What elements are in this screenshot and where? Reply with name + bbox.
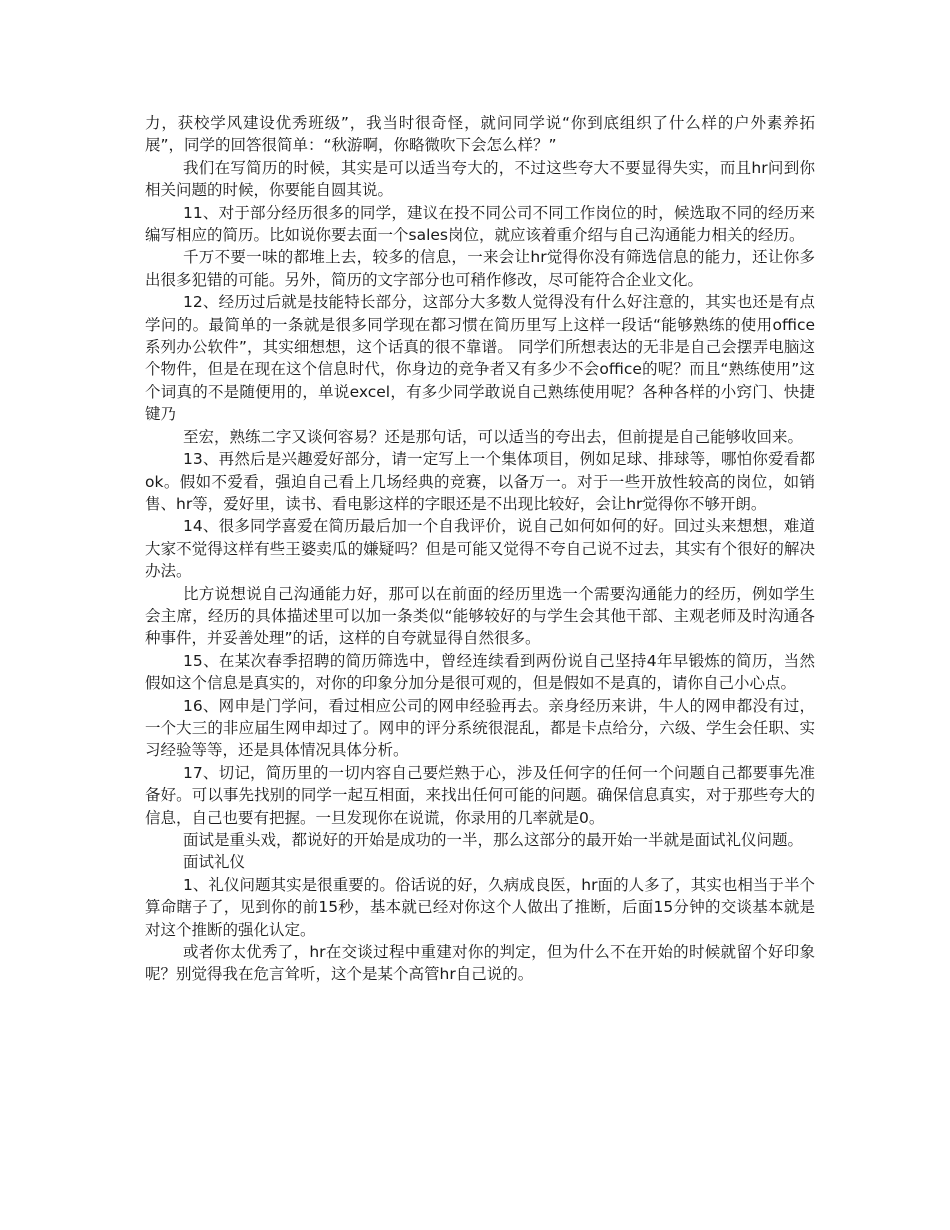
paragraph-etiquette-1: 1、礼仪问题其实是很重要的。俗话说的好，久病成良医，hr面的人多了，其实也相当于半个算命瞎子了，见到你的前15秒，基本就已经对你这个人做出了推断，后面15分钟的交谈基本就是对这个推断的强化认定。 <box>145 875 815 939</box>
paragraph-interview-intro: 面试是重头戏，都说好的开始是成功的一半，那么这部分的最开始一半就是面试礼仪问题。 <box>183 831 804 849</box>
paragraph-tip-17: 17、切记，简历里的一切内容自己要烂熟于心，涉及任何字的任何一个问题自己都要事先准备好。可以事先找别的同学一起互相面，来找出任何可能的问题。确保信息真实，对于那些夸大的信息，自己也要有把握。一旦发现你在说谎，你录用的几率就是0。 <box>145 763 815 827</box>
paragraph-tip-12: 12、经历过后就是技能特长部分，这部分大多数人觉得没有什么好注意的，其实也还是有点学问的。最简单的一条就是很多同学现在都习惯在简历里写上这样一段话“能够熟练的使用office系列办公软件”，其实细想想，这个话真的很不靠谱。 同学们所想表达的无非是自己会摆弄电脑这个物件，但是在现在这个信息时代，你身边的竞争者又有多少不会office的呢？而且“熟练使用”这个词真的不是随便用的，单说excel，有多少同学敢说自己熟练使用呢？各种各样的小窍门、快捷键乃 <box>145 293 815 424</box>
paragraph-continuation: 力，获校学风建设优秀班级”，我当时很奇怪，就问同学说“你到底组织了什么样的户外素养拓展”，同学的回答很简单：“秋游啊，你略微吹下会怎么样？” <box>145 114 815 155</box>
document-page <box>145 112 815 986</box>
paragraph-tip-11: 11、对于部分经历很多的同学，建议在投不同公司不同工作岗位的时，候选取不同的经历来编写相应的简历。比如说你要去面一个sales岗位，就应该着重介绍与自己沟通能力相关的经历。 <box>145 203 815 245</box>
paragraph-tip-14: 14、很多同学喜爱在简历最后加一个自我评价，说自己如何如何的好。回过头来想想，难道大家不觉得这样有些王婆卖瓜的嫌疑吗？但是可能又觉得不夸自己说不过去，其实有个很好的解决办法。 <box>145 517 815 581</box>
paragraph-tip-15: 15、在某次春季招聘的简历筛选中，曾经连续看到两份说自己坚持4年早锻炼的简历，当然假如这个信息是真实的，对你的印象分加分是很可观的，但是假如不是真的，请你自己小心点。 <box>145 651 815 693</box>
paragraph-tip-12-followup: 至宏，熟练二字又谈何容易？还是那句话，可以适当的夸出去，但前提是自己能够收回来。 <box>183 427 804 446</box>
paragraph-exaggeration-note: 我们在写简历的时候，其实是可以适当夸大的，不过这些夸大不要显得失实，而且hr问到你相关问题的时候，你要能自圆其说。 <box>145 158 815 200</box>
paragraph-tip-13: 13、再然后是兴趣爱好部分，请一定写上一个集体项目，例如足球、排球等，哪怕你爱看都ok。假如不爱看，强迫自己看上几场经典的竞赛，以备万一。对于一些开放性较高的岗位，如销售、hr等，爱好里，读书、看电影这样的字眼还是不出现比较好，会让hr觉得你不够开朗。 <box>145 450 815 513</box>
paragraph-etiquette-1-followup: 或者你太优秀了，hr在交谈过程中重建对你的判定，但为什么不在开始的时候就留个好印象呢？别觉得我在危言耸听，这个是某个高管hr自己说的。 <box>145 943 815 984</box>
section-heading-interview-etiquette: 面试礼仪 <box>183 853 246 872</box>
paragraph-tip-14-followup: 比方说想说自己沟通能力好，那可以在前面的经历里选一个需要沟通能力的经历，例如学生会主席，经历的具体描述里可以加一条类似“能够较好的与学生会其他干部、主观老师及时沟通各种事件，并妥善处理”的话，这样的自夸就显得自然很多。 <box>145 584 815 648</box>
paragraph-tip-16: 16、网申是门学问，看过相应公司的网申经验再去。亲身经历来讲，牛人的网申都没有过，一个大三的非应届生网申却过了。网申的评分系统很混乱，都是卡点给分，六级、学生会任职、实习经验等等，还是具体情况具体分析。 <box>145 696 815 760</box>
paragraph-tip-11-followup: 千万不要一味的都堆上去，较多的信息，一来会让hr觉得你没有筛选信息的能力，还让你多出很多犯错的可能。另外，简历的文字部分也可稍作修改，尽可能符合企业文化。 <box>145 248 815 289</box>
